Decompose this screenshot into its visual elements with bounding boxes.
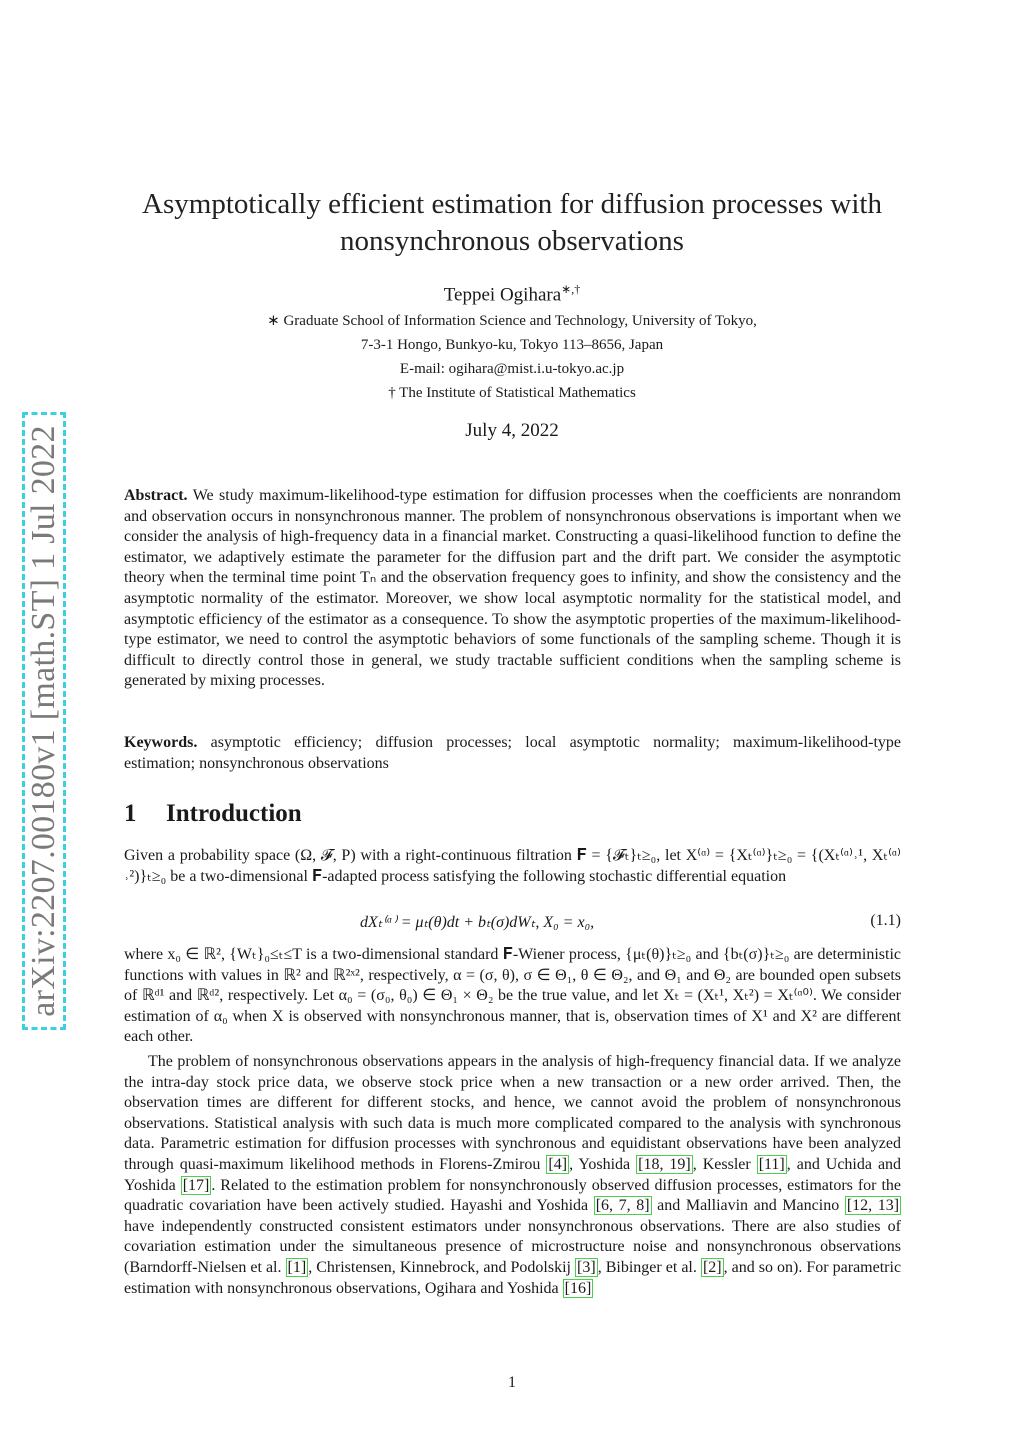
citation-link[interactable]: [18, 19] (638, 1155, 691, 1173)
citation-link[interactable]: [4] (548, 1155, 568, 1173)
keywords-text: asymptotic efficiency; diffusion processes; local asymptotic normality; maximum-likelihood-type estimation; nonsynchronous observations (124, 734, 902, 772)
section-heading (124, 800, 302, 828)
author-name: Teppei Ogihara (443, 284, 562, 306)
citation-link[interactable]: [12, 13] (846, 1197, 900, 1215)
intro-p3-text-d: , and Uchida and Yoshida (124, 1155, 902, 1194)
title-line-2: nonsynchronous observations (340, 225, 684, 257)
equation-body: dXₜ⁽ᵅ⁾ = μₜ(θ)dt + bₜ(σ)dWₜ, X₀ = x₀, (360, 914, 595, 931)
equation-number: (1.1) (870, 912, 901, 929)
intro-p3-text-i: , Bibinger et al. (597, 1258, 697, 1276)
intro-p3-text-g: have independently constructed consistent estimators under nonsynchronous observations. There are also studies of covariation estimation under the simultaneous presence of microstructure noise and nonsynchronous observations (Barndorff-Nielsen et al. (124, 1217, 901, 1276)
intro-p3-text-j: , and so on). For parametric estimation with nonsynchronous observations, Ogihara and Yoshida (124, 1258, 902, 1297)
paper-date: July 4, 2022 (465, 420, 559, 441)
intro-p3-text-h: , Christensen, Kinnebrock, and Podolskij (308, 1258, 571, 1276)
citation-link[interactable]: [11] (758, 1155, 785, 1173)
affiliation-line-1: ∗ Graduate School of Information Science and Technology, University of Tokyo, (267, 313, 757, 329)
section-title: Introduction (166, 800, 302, 827)
keywords (124, 733, 901, 774)
author (124, 282, 900, 306)
intro-p3-text-e: . Related to the estimation problem for nonsynchronously observed diffusion processes, estimators for the quadratic covariation have been actively studied. Hayashi and Yoshida (124, 1176, 902, 1215)
title-line-1: Asymptotically efficient estimation for diffusion processes with (142, 188, 882, 220)
intro-p3-text-f: and Malliavin and Mancino (657, 1197, 840, 1215)
keywords-label: Keywords. (124, 734, 198, 751)
citation-link[interactable]: [2] (702, 1258, 722, 1276)
affiliation-line-3: † The Institute of Statistical Mathematics (388, 385, 636, 401)
arxiv-stamp (22, 412, 66, 1030)
citation-link[interactable]: [3] (577, 1258, 596, 1276)
abstract-text: We study maximum-likelihood-type estimation for diffusion processes when the coefficients are nonrandom and observation occurs in nonsynchronous manner. The problem of nonsynchronous observations is important when we consider the analysis of high-frequency data in a financial market. Constructing a quasi-likelihood function to define the estimator, we adaptively estimate the parameter for the diffusion part and the drift part. We consider the asymptotic theory when the terminal time point Tₙ and the observation frequency goes to infinity, and show the consistency and the asymptotic normality of the estimator. Moreover, we show local asymptotic normality for the statistical model, and asymptotic efficiency of the estimator as a consequence. To show the asymptotic properties of the maximum-likelihood-type estimator, we need to control the asymptotic behaviors of some functionals of the sampling scheme. Though it is difficult to directly control those in general, we study tractable sufficient conditions when the sampling scheme is generated by mixing processes. (124, 487, 901, 690)
citation-link[interactable]: [1] (287, 1258, 307, 1276)
citation-link[interactable]: [16] (564, 1279, 592, 1297)
abstract (124, 486, 901, 692)
citation-link[interactable]: [6, 7, 8] (595, 1197, 650, 1215)
page-number: 1 (508, 1374, 516, 1391)
intro-paragraph-3 (124, 1052, 901, 1299)
intro-p3-text-b: , Yoshida (569, 1155, 631, 1173)
equation-1-1 (124, 910, 901, 936)
paper-title (124, 186, 900, 260)
section-number: 1 (124, 800, 137, 827)
intro-paragraph-1: Given a probability space (Ω, 𝓕, P) with a right-continuous filtration 𝐅 = {𝓕ₜ}ₜ≥₀, let X⁽ᵅ⁾ = {Xₜ⁽ᵅ⁾}ₜ≥₀ = {(Xₜ⁽ᵅ⁾˒¹, Xₜ⁽ᵅ⁾˒²)}ₜ≥₀ be a two-dimensional 𝐅-adapted process satisfying the following stochastic differential equation (124, 847, 901, 885)
intro-paragraph-2: where x₀ ∈ ℝ², {Wₜ}₀≤ₜ≤T is a two-dimensional standard 𝐅-Wiener process, {μₜ(θ)}ₜ≥₀ and {bₜ(σ)}ₜ≥₀ are deterministic functions with values in ℝ² and ℝ²ˣ², respectively, α = (σ, θ), σ ∈ Θ₁, θ ∈ Θ₂, and Θ₁ and Θ₂ are bounded open subsets of ℝᵈ¹ and ℝᵈ², respectively. Let α₀ = (σ₀, θ₀) ∈ Θ₁ × Θ₂ be the true value, and let Xₜ = (Xₜ¹, Xₜ²) = Xₜ⁽ᵅ⁰⁾. We consider estimation of α₀ when X is observed with nonsynchronous manner, that is, observation times of X¹ and X² are different each other. (124, 946, 901, 1046)
affiliation-line-2: 7-3-1 Hongo, Bunkyo-ku, Tokyo 113–8656, Japan (360, 337, 664, 353)
abstract-label: Abstract. (124, 487, 188, 504)
email-line: E-mail: ogihara@mist.i.u-tokyo.ac.jp (399, 361, 625, 377)
intro-p3-text-a: The problem of nonsynchronous observations appears in the analysis of high-frequency financial data. If we analyze the intra-day stock price data, we observe stock price when a new transaction or a new order arrived. Then, the observation times are different for different stocks, and hence, we cannot avoid the problem of nonsynchronous observations. Statistical analysis with such data is much more complicated compared to the analysis with synchronous data. Parametric estimation for diffusion processes with synchronous and equidistant observations have been analyzed through quasi-maximum likelihood methods in Florens-Zmirou (124, 1053, 901, 1173)
intro-p3-text-c: , Kessler (692, 1155, 751, 1173)
author-marks: ∗,† (561, 282, 581, 296)
citation-link[interactable]: [17] (182, 1176, 210, 1194)
arxiv-identifier: arXiv:2207.00180v1 [math.ST] 1 Jul 2022 (25, 425, 62, 1017)
